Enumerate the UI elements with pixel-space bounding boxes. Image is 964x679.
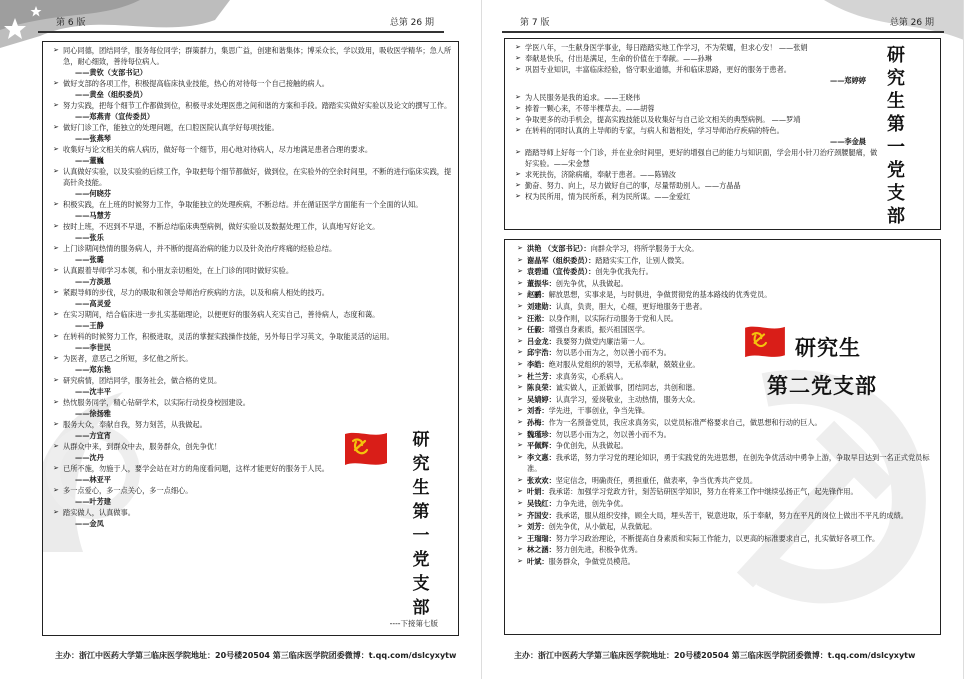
member-pledge-text: 勿以恶小而为之，勿以善小而不为。 bbox=[555, 348, 671, 358]
title-char: 部 bbox=[887, 206, 905, 227]
member-pledge-text: 我要努力做党内廉洁第一人。 bbox=[555, 336, 650, 346]
member-name: 吴婧婷： bbox=[527, 394, 556, 404]
member-pledge-text: 争优创先，从我做起。 bbox=[555, 441, 628, 451]
member-pledge-text: 解放思想，实事求是，与时俱进，争做贯彻党的基本路线的优秀党员。 bbox=[548, 290, 772, 300]
member-pledge bbox=[517, 324, 932, 336]
member-pledge bbox=[517, 556, 932, 568]
pledge-item: ➢ 踏实做人，认真做事。 bbox=[53, 507, 452, 518]
pledge-signature: ——郑燕青（宣传委员） bbox=[75, 112, 155, 121]
pledge-item: ➢ 勤奋、努力、向上，尽力做好自己的事，尽量帮助别人。——方晶晶 bbox=[515, 180, 880, 191]
member-pledge-text: 力争先进，创先争优。 bbox=[555, 499, 628, 509]
member-name: 孙梅： bbox=[527, 417, 549, 427]
pledge-item: ➢ 紧跟导师的步伐，尽力的吸取和领会导师治疗疾病的方法，以及和病人相处的技巧。 bbox=[53, 287, 452, 298]
pledge-item: ➢ 奉献是快乐，付出是满足，生命的价值在于奉献。——孙琳 bbox=[515, 53, 880, 64]
pledge-signature: ——高灵爱 bbox=[75, 299, 111, 308]
member-pledge-text: 诚实做人，正派做事，团结同志，共创和谐。 bbox=[555, 383, 700, 393]
branch-title-line1: 研究生 bbox=[795, 335, 861, 360]
pledge-box-bottom bbox=[504, 239, 941, 635]
header-rule bbox=[38, 31, 444, 33]
title-char: 支 bbox=[887, 183, 905, 204]
member-name: 刘芳： bbox=[527, 522, 549, 532]
member-name: 陈良荣： bbox=[527, 383, 556, 393]
pledge-item: ➢ 为医者，意恶己之所短，多忆他之所长。 bbox=[53, 353, 452, 364]
title-char: 究 bbox=[887, 68, 905, 89]
member-name: 汪淞： bbox=[527, 313, 549, 323]
member-pledge-text: 创先争优我先行。 bbox=[595, 267, 653, 277]
pledge-signature: ——马慧芳 bbox=[75, 211, 111, 220]
member-pledge-text: 努力创先进，积极争优秀。 bbox=[555, 545, 643, 555]
pledge-box-top bbox=[504, 38, 941, 230]
pledge-item: ➢ 求死扶伤，济除病痛，奉献于患者。——陈锦汝 bbox=[515, 169, 880, 180]
pledge-item: ➢ 从群众中来，到群众中去，服务群众，创先争优！ bbox=[53, 441, 452, 452]
pledge-item: ➢ 认真做好实验，以及实验的后续工作，争取把每个细节都做好，做到位，在实验外的空余时间里，不断的进行临床实践，提高针灸技能。 bbox=[53, 166, 452, 188]
pledge-signature: ——沈丰平 bbox=[75, 387, 111, 396]
pledge-signature: ——董巍 bbox=[75, 156, 104, 165]
member-pledge-text: 踏踏实实工作，让别人微笑。 bbox=[595, 255, 689, 265]
continue-note: ----下接第七版 bbox=[389, 619, 438, 628]
member-pledge-text: 向群众学习，将所学服务于大众。 bbox=[590, 244, 699, 253]
vertical-branch-title bbox=[883, 44, 909, 228]
member-name: 谢晶军（组织委员）： bbox=[527, 255, 596, 265]
pledge-item: ➢ 服务大众，奉献自我，努力刻苦，从我做起。 bbox=[53, 419, 452, 430]
member-pledge-text: 坚定信念，明确责任，勇担重任，做表率，争当优秀共产党员。 bbox=[555, 475, 758, 485]
member-pledge-text: 认真，负责，胆大，心细，更好地服务于患者。 bbox=[555, 301, 707, 311]
pledge-item: ➢ 学医八年，一生献身医学事业，每日踏踏实地工作学习，不为荣耀，但求心安！ ——张娟 bbox=[515, 42, 880, 53]
footer: 主办：浙江中医药大学第三临床医学院地址：20号楼20504 第三临床医学院团委微博：t.qq.com/dslcyxytw bbox=[514, 651, 916, 660]
pledge-signature: ——郑婷婷 bbox=[830, 76, 866, 85]
pledge-item: ➢ 热忱服务同学，精心钻研学术，以实际行动投身校园建设。 bbox=[53, 397, 452, 408]
member-name: 吕金龙： bbox=[527, 336, 556, 346]
member-pledge-text: 增强自身素质，振兴祖国医学。 bbox=[548, 325, 650, 335]
issue-number: 总第 26 期 bbox=[889, 18, 934, 28]
member-pledge-text: 努力学习政治理论，不断提高自身素质和实际工作能力，以更高的标准要求自己，扎实做好各项工作。 bbox=[555, 533, 880, 543]
pledge-item: ➢ 在转科的同时认真的上导师的专家，与病人和谐相处，学习导师治疗疾病的特色。 bbox=[515, 125, 880, 136]
member-name: 李皓： bbox=[527, 359, 549, 369]
pledge-item: ➢ 收集好与论文相关的病人病历，做好每一个细节，用心地对待病人，尽力地满足患者合理的要求。 bbox=[53, 144, 452, 155]
member-pledge bbox=[517, 510, 932, 522]
pledge-signature: ——叶芳建 bbox=[75, 497, 111, 506]
member-pledge-text: 我承诺，努力学习党的理论知识，勇于实践党的先进思想，在创先争优活动中勇争上游，争取早日达到一名正式党员标准。 bbox=[527, 452, 930, 474]
pledge-item: ➢ 研究病情，团结同学，服务社会，做合格的党员。 bbox=[53, 375, 452, 386]
member-pledge-text: 作为一名预备党员，我应求真务实，以党员标准严格要求自己，做思想和行动的巨人。 bbox=[548, 417, 822, 427]
pledge-signature: ——金凤 bbox=[75, 519, 104, 528]
pledge-item: ➢ 同心同德，团结同学，服务每位同学；群策群力，集思广益，创建和谐集体；博采众长，学以致用，吸收医学精华；急人所急，耐心细致，善待每位病人。 bbox=[53, 45, 452, 67]
member-pledge bbox=[517, 301, 932, 313]
member-name: 吴钱红： bbox=[527, 499, 556, 509]
title-char: 第 bbox=[887, 114, 905, 135]
party-flag-icon bbox=[743, 324, 787, 360]
header-rule bbox=[502, 31, 944, 33]
member-name: 洪艳 （支部书记）： bbox=[527, 244, 591, 253]
member-name: 李文惠： bbox=[527, 452, 556, 462]
member-pledge bbox=[517, 405, 932, 417]
page-7 bbox=[482, 0, 964, 679]
party-flag-icon bbox=[343, 430, 389, 468]
member-pledge bbox=[517, 417, 932, 429]
pledge-signature: ——林亚平 bbox=[75, 475, 111, 484]
title-char: 研 bbox=[887, 45, 905, 66]
issue-number: 总第 26 期 bbox=[389, 18, 434, 28]
title-char: 究 bbox=[412, 454, 430, 474]
member-name: 赵鹂： bbox=[527, 290, 549, 300]
pledge-item: ➢ 认真跟着导师学习本领，和小朋友亲切相处，在上门诊的同时做好实验。 bbox=[53, 265, 452, 276]
page-header bbox=[38, 15, 444, 29]
member-pledge-list bbox=[505, 240, 940, 568]
member-pledge-text: 我承诺：加强学习党政方针，刻苦钻研医学知识，努力在将来工作中继续弘扬正气，起先锋作用。 bbox=[548, 487, 858, 497]
member-pledge-text: 绝对服从党组织的领导，无私奉献，兢兢业业。 bbox=[548, 359, 700, 369]
member-pledge-text: 求真务实，心系病人。 bbox=[555, 371, 628, 381]
pledge-signature: ——方宜宵 bbox=[75, 431, 111, 440]
pledge-item: ➢ 捧着一颗心来，不带半棵草去。——胡蓉 bbox=[515, 103, 880, 114]
page-header bbox=[502, 15, 944, 29]
member-name: 叶斌： bbox=[527, 557, 549, 567]
member-name: 齐国安： bbox=[527, 510, 556, 520]
member-name: 叶娟： bbox=[527, 487, 549, 497]
member-name: 魏瑾珍： bbox=[527, 429, 556, 439]
pledge-item: ➢ 已所不施，勿施于人，要学会站在对方的角度看问题，这样才能更好的服务于人民。 bbox=[53, 463, 452, 474]
member-pledge bbox=[517, 347, 932, 359]
member-name: 董振华： bbox=[527, 278, 556, 288]
member-pledge-text: 我承诺，服从组织安排，顾全大局，埋头苦干，锐意进取，乐于奉献，努力在平凡的岗位上做出不平凡的成绩。 bbox=[555, 510, 908, 520]
pledge-signature: ——张乐 bbox=[75, 233, 104, 242]
member-pledge bbox=[517, 243, 932, 255]
member-pledge bbox=[517, 544, 932, 556]
pledge-item: ➢ 权为民所用，情为民所系，利为民所谋。——金爱红 bbox=[515, 191, 880, 202]
member-pledge bbox=[517, 440, 932, 452]
title-char: 党 bbox=[887, 160, 905, 181]
member-name: 杜兰芳： bbox=[527, 371, 556, 381]
member-name: 林之涵： bbox=[527, 545, 556, 555]
member-pledge-text: 以身作则，以实际行动服务于党和人民。 bbox=[548, 313, 678, 323]
page-number: 第 6 版 bbox=[56, 18, 86, 28]
footer: 主办：浙江中医药大学第三临床医学院地址：20号楼20504 第三临床医学院团委微博：t.qq.com/dslcyxytw bbox=[55, 651, 457, 660]
pledge-signature: ——徐扬雅 bbox=[75, 409, 111, 418]
member-pledge-text: 创先争优，从小做起，从我做起。 bbox=[548, 522, 657, 532]
member-pledge-text: 创先争优，从我做起。 bbox=[555, 278, 628, 288]
pledge-signature: ——方淡恩 bbox=[75, 277, 111, 286]
member-pledge bbox=[517, 278, 932, 290]
pledge-item: ➢ 积极实践，在上班的时候努力工作，争取能独立的处理疾病，不断总结。并在循证医学方面能有一个全面的认知。 bbox=[53, 199, 452, 210]
pledge-box bbox=[42, 41, 459, 636]
member-name: 邱宇浩： bbox=[527, 348, 556, 358]
pledge-item: ➢ 争取更多的动手机会，提高实践技能以及收集好与自己论文相关的典型病例。 ——罗靖 bbox=[515, 114, 880, 125]
pledge-list-top bbox=[505, 39, 940, 202]
vertical-branch-title bbox=[409, 428, 433, 620]
title-char: 一 bbox=[412, 526, 430, 546]
member-pledge bbox=[517, 533, 932, 545]
member-pledge-text: 认真学习，爱岗敬业，主动热情，服务大众。 bbox=[555, 394, 700, 404]
member-pledge bbox=[517, 255, 932, 267]
pledge-item: ➢ 踏踏导师上好每一个门诊，并在业余时间里，更好的增强自己的能力与知识面，学会用小针刀治疗颈腰腿痛，做好实验。——宋金慧 bbox=[515, 147, 880, 169]
pledge-item: ➢ 按时上班，不迟到不早退，不断总结临床典型病例，做好实验以及数据处理工作，认真地写好论文。 bbox=[53, 221, 452, 232]
pledge-item: ➢ 在转科的时候努力工作，积极进取，灵活的掌握实践操作技能，另外每日学习英文，争取能灵活的运用。 bbox=[53, 331, 452, 342]
member-name: 刘香： bbox=[527, 406, 549, 416]
member-pledge bbox=[517, 429, 932, 441]
pledge-signature: ——王静 bbox=[75, 321, 104, 330]
member-name: 刘建勋： bbox=[527, 301, 556, 311]
member-pledge-text: 学先进，干事创业，争当先锋。 bbox=[548, 406, 650, 416]
member-name: 张欢欢： bbox=[527, 475, 556, 485]
title-char: 支 bbox=[412, 574, 430, 594]
title-char: 部 bbox=[412, 598, 430, 618]
member-pledge bbox=[517, 521, 932, 533]
member-pledge bbox=[517, 266, 932, 278]
member-pledge-text: 服务群众，争做党员模范。 bbox=[548, 557, 635, 567]
pledge-signature: ——张燕琴 bbox=[75, 134, 111, 143]
title-char: 一 bbox=[887, 137, 905, 158]
pledge-item: ➢ 做好支部的各项工作，积极提高临床执业技能，热心的对待每一个自己接触的病人。 bbox=[53, 78, 452, 89]
pledge-signature: ——李世民 bbox=[75, 343, 111, 352]
pledge-signature: ——黄钦（支部书记） bbox=[75, 68, 147, 77]
pledge-signature: ——张璐 bbox=[75, 255, 104, 264]
member-pledge bbox=[517, 359, 932, 371]
title-char: 生 bbox=[887, 91, 905, 112]
pledge-item: ➢ 努力实践，把每个细节工作都做到位，积极寻求处理医患之间和谐的方案和手段。踏踏实实做好实验以及论文的撰写工作。 bbox=[53, 100, 452, 111]
member-pledge bbox=[517, 289, 932, 301]
title-char: 生 bbox=[412, 478, 430, 498]
member-name: 袁碧通（宣传委员）： bbox=[527, 267, 596, 277]
pledge-signature: ——李金晨 bbox=[830, 137, 866, 146]
pledge-item: ➢ 多一点爱心，多一点关心，多一点细心。 bbox=[53, 485, 452, 496]
branch-title-line2: 第二党支部 bbox=[767, 373, 877, 398]
member-pledge bbox=[517, 475, 932, 487]
pledge-item: ➢ 上门诊期间热情的服务病人，并不断的提高治病的能力以及针灸治疗疼痛的经验总结。 bbox=[53, 243, 452, 254]
pledge-signature: ——何晓芬 bbox=[75, 189, 111, 198]
page-number: 第 7 版 bbox=[520, 18, 550, 28]
pledge-item: ➢ 在实习期间，结合临床进一步扎实基础理论，以便更好的服务病人充实自己，善待病人，态度和蔼。 bbox=[53, 309, 452, 320]
member-pledge-text: 勿以恶小而为之，勿以善小而不为。 bbox=[555, 429, 671, 439]
member-name: 平佩辉： bbox=[527, 441, 556, 451]
title-char: 党 bbox=[412, 550, 430, 570]
pledge-signature: ——郑东艳 bbox=[75, 365, 111, 374]
member-pledge bbox=[517, 313, 932, 325]
pledge-list bbox=[43, 42, 458, 529]
pledge-item: ➢ 做好门诊工作，能独立的处理问题，在口腔医院认真学好每项技能。 bbox=[53, 122, 452, 133]
pledge-item: ➢ 为人民服务是我的追求。——王晓伟 bbox=[515, 92, 880, 103]
member-name: 任毅： bbox=[527, 325, 549, 335]
pledge-item: ➢ 巩固专业知识，丰富临床经验，恪守职业道德，并和临床思路，更好的服务于患者。 bbox=[515, 64, 880, 75]
member-pledge bbox=[517, 336, 932, 348]
member-name: 王瑞瑞： bbox=[527, 533, 556, 543]
member-pledge bbox=[517, 498, 932, 510]
member-pledge bbox=[517, 452, 932, 475]
pledge-signature: ——沈丹 bbox=[75, 453, 104, 462]
member-pledge bbox=[517, 486, 932, 498]
title-char: 研 bbox=[412, 430, 430, 450]
title-char: 第 bbox=[412, 502, 430, 522]
pledge-signature: ——黄垒（组织委员） bbox=[75, 90, 147, 99]
